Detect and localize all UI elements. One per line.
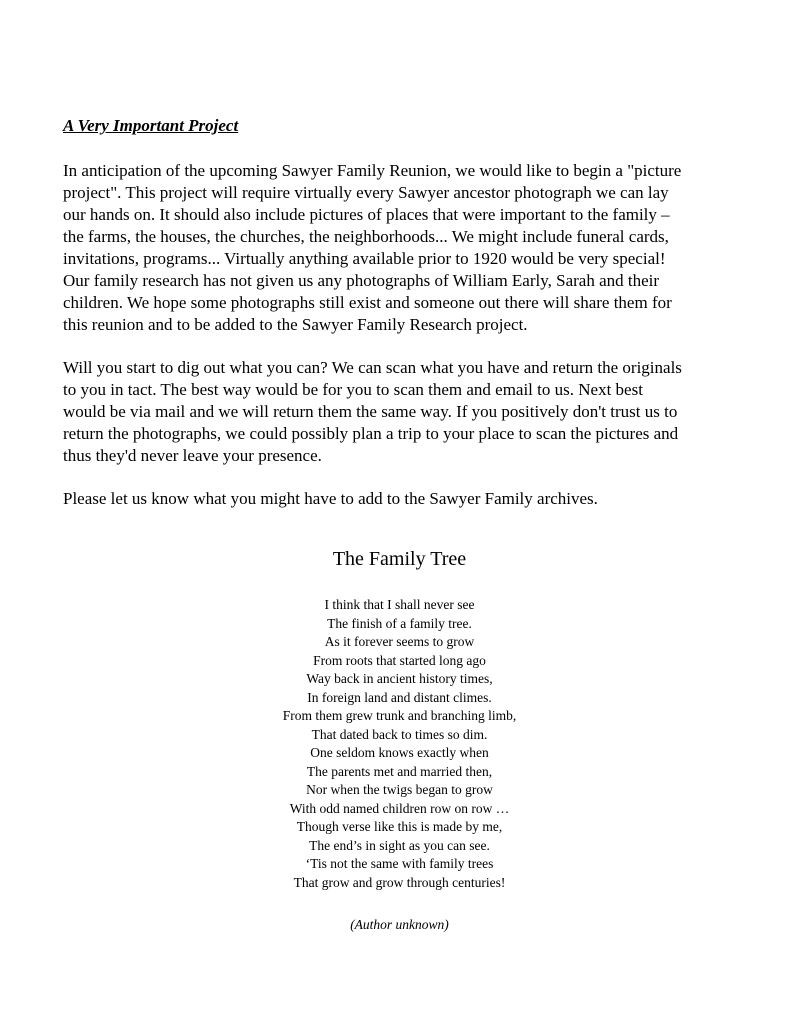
paragraph-line: would be via mail and we will return them the same way. If you positively don't trust us to — [63, 402, 678, 421]
poem-title: The Family Tree — [332, 548, 467, 570]
section-heading: A Very Important Project — [63, 116, 239, 135]
paragraph-line: to you in tact. The best way would be for you to scan them and email to us. Next best — [63, 380, 643, 399]
paragraph-line: In anticipation of the upcoming Sawyer Family Reunion, we would like to begin a "picture — [63, 161, 682, 180]
paragraph-line: our hands on. It should also include pictures of places that were important to the family – — [63, 205, 670, 224]
paragraph-line: Please let us know what you might have to add to the Sawyer Family archives. — [63, 489, 598, 508]
poem-author: (Author unknown) — [350, 917, 449, 932]
paragraph-line: this reunion and to be added to the Sawyer Family Research project. — [63, 315, 528, 334]
poem-line: As it forever seems to grow — [324, 634, 475, 649]
paragraph-line: invitations, programs... Virtually anything available prior to 1920 would be very special! — [63, 249, 666, 268]
paragraph-request — [63, 357, 763, 467]
poem-line: Way back in ancient history times, — [306, 671, 493, 686]
poem-body — [0, 596, 799, 892]
poem-line: ‘Tis not the same with family trees — [305, 856, 494, 871]
poem-line: Though verse like this is made by me, — [296, 819, 503, 834]
poem-line: With odd named children row on row … — [289, 800, 510, 816]
poem-line: The end’s in sight as you can see. — [309, 837, 490, 853]
paragraph-line: the farms, the houses, the churches, the neighborhoods... We might include funeral cards, — [63, 227, 669, 246]
poem-line: The parents met and married then, — [306, 763, 493, 779]
paragraph-closing — [63, 488, 763, 510]
paragraph-line: Will you start to dig out what you can? We can scan what you have and return the originals — [63, 358, 682, 377]
paragraph-line: Our family research has not given us any photographs of William Early, Sarah and their — [63, 271, 660, 290]
paragraph-intro — [63, 160, 763, 336]
paragraph-line: return the photographs, we could possibly plan a trip to your place to scan the pictures and — [63, 424, 679, 443]
poem-line: One seldom knows exactly when — [310, 745, 489, 760]
poem-line: I think that I shall never see — [324, 597, 475, 612]
poem-line: The finish of a family tree. — [327, 615, 472, 631]
paragraph-line: thus they'd never leave your presence. — [63, 446, 322, 465]
paragraph-line: project". This project will require virtually every Sawyer ancestor photograph we can lay — [63, 183, 669, 202]
poem-line: Nor when the twigs began to grow — [306, 782, 493, 797]
poem-line: From them grew trunk and branching limb, — [282, 708, 517, 723]
poem-line: That dated back to times so dim. — [311, 726, 488, 742]
paragraph-line: children. We hope some photographs still exist and someone out there will share them for — [63, 293, 672, 312]
poem-line: In foreign land and distant climes. — [307, 689, 492, 705]
poem-line: That grow and grow through centuries! — [293, 874, 506, 890]
poem-line: From roots that started long ago — [313, 652, 486, 668]
